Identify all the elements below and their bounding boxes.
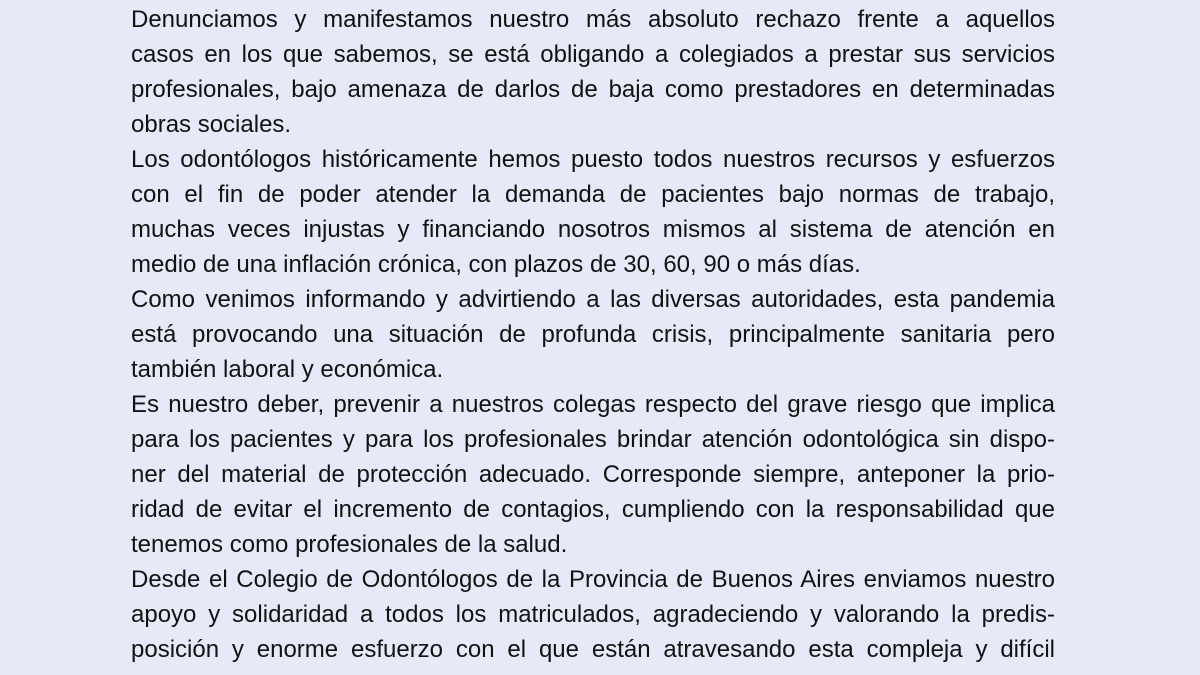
text-line: Es nuestro deber, prevenir a nuestros colegas respecto del grave riesgo que implica (131, 391, 1055, 418)
paragraph (131, 562, 1055, 667)
text-line: Los odontólogos históricamente hemos puesto todos nuestros recursos y esfuerzos (131, 146, 1055, 173)
text-line: profesionales, bajo amenaza de darlos de baja como prestadores en determinadas (131, 76, 1055, 103)
text-line: muchas veces injustas y financiando nosotros mismos al sistema de atención en (131, 216, 1055, 243)
text-line: para los pacientes y para los profesionales brindar atención odontológica sin dispo- (131, 426, 1055, 453)
text-line: también laboral y económica. (131, 356, 444, 383)
text-line: casos en los que sabemos, se está obligando a colegiados a prestar sus servicios (131, 41, 1055, 68)
text-line: Denunciamos y manifestamos nuestro más absoluto rechazo frente a aquellos (131, 6, 1055, 33)
text-line: apoyo y solidaridad a todos los matriculados, agradeciendo y valorando la predis- (131, 601, 1055, 628)
text-line: con el fin de poder atender la demanda de pacientes bajo normas de trabajo, (131, 181, 1055, 208)
document-body (131, 2, 1055, 667)
text-line: posición y enorme esfuerzo con el que están atravesando esta compleja y difícil (131, 636, 1055, 663)
text-line: Desde el Colegio de Odontólogos de la Provincia de Buenos Aires enviamos nuestro (131, 566, 1055, 593)
text-line: obras sociales. (131, 111, 292, 138)
text-line: ridad de evitar el incremento de contagios, cumpliendo con la responsabilidad que (131, 496, 1055, 523)
paragraph (131, 2, 1055, 142)
text-line: tenemos como profesionales de la salud. (131, 531, 568, 558)
text-line: Como venimos informando y advirtiendo a las diversas autoridades, esta pandemia (131, 286, 1055, 313)
text-line: medio de una inflación crónica, con plazos de 30, 60, 90 o más días. (131, 251, 861, 278)
paragraph (131, 142, 1055, 282)
text-line: está provocando una situación de profunda crisis, principalmente sanitaria pero (131, 321, 1055, 348)
paragraph (131, 387, 1055, 562)
text-line: ner del material de protección adecuado. Corresponde siempre, anteponer la prio- (131, 461, 1055, 488)
paragraph (131, 282, 1055, 387)
